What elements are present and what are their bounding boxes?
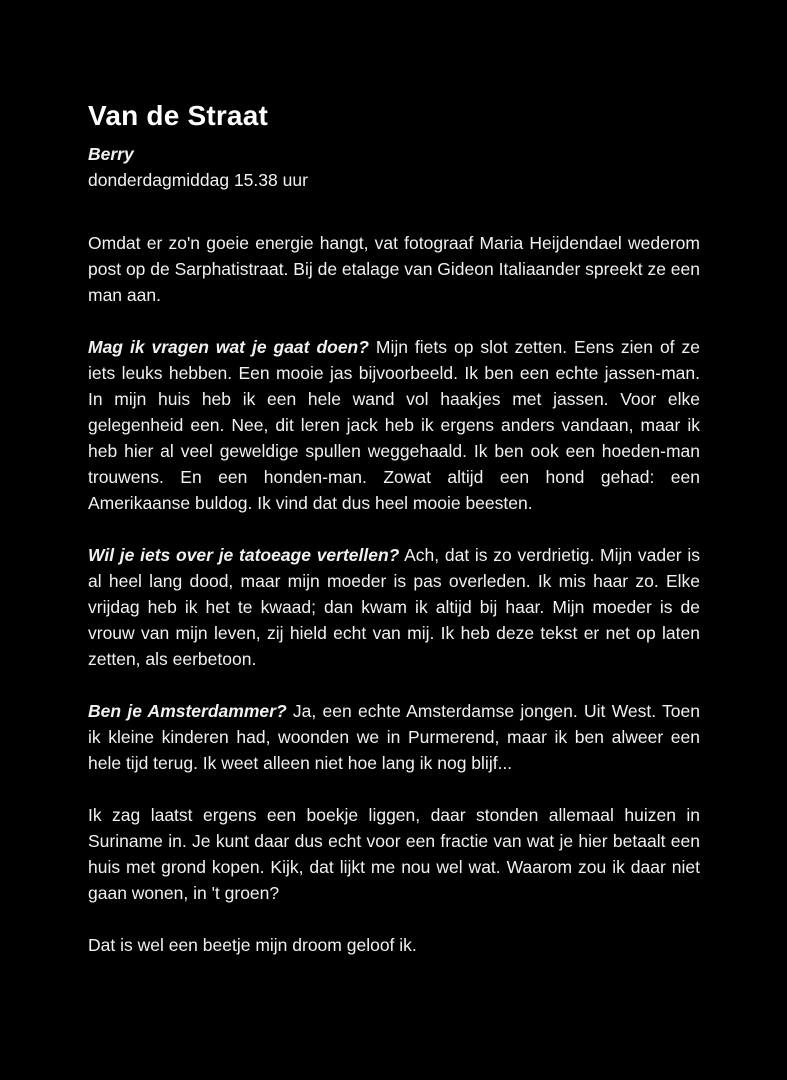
article-byline: Berry	[88, 144, 134, 165]
paragraph-text: Omdat er zo'n goeie energie hangt, vat fotograaf Maria Heijdendael wederom post op de Sarphatistraat. Bij de etalage van Gideon Italiaander spreekt ze een man aan.	[88, 233, 700, 306]
article-datetime: donderdagmiddag 15.38 uur	[88, 170, 308, 191]
paragraph-lead-question: Ben je Amsterdammer?	[88, 701, 287, 722]
paragraph-text: Ik zag laatst ergens een boekje liggen, daar stonden allemaal huizen in Suriname in. Je kunt daar dus echt voor een fractie van wat je hier betaalt een huis met grond kopen. Kijk, dat lijkt me nou wel wat. Waarom zou ik daar niet gaan wonen, in 't groen?	[88, 805, 700, 904]
paragraph-text: Mijn fiets op slot zetten. Eens zien of ze iets leuks hebben. Een mooie jas bijvoorbeeld. Ik ben een echte jassen-man. In mijn huis heb ik een hele wand vol haakjes met jassen. Voor elke gelegenheid een. Nee, dit leren jack heb ik ergens anders vandaan, maar ik heb hier al veel geweldige spullen weggehaald. Ik ben ook een hoeden-man trouwens. En een honden-man. Zowat altijd een hond gehad: een Amerikaanse buldog. Ik vind dat dus heel mooie beesten.	[88, 337, 700, 514]
article-paragraph	[88, 802, 700, 906]
article-paragraph	[88, 542, 700, 672]
article-paragraph	[88, 230, 700, 308]
paragraph-lead-question: Mag ik vragen wat je gaat doen?	[88, 337, 369, 358]
paragraph-text: Dat is wel een beetje mijn droom geloof ik.	[88, 935, 417, 956]
article-paragraph	[88, 334, 700, 516]
paragraph-lead-question: Wil je iets over je tatoeage vertellen?	[88, 545, 400, 566]
article-body	[88, 193, 700, 958]
article-paragraph	[88, 698, 700, 776]
article-paragraph	[88, 932, 700, 958]
paragraph-text: Ach, dat is zo verdrietig. Mijn vader is al heel lang dood, maar mijn moeder is pas overleden. Ik mis haar zo. Elke vrijdag heb ik het te kwaad; dan kwam ik altijd bij haar. Mijn moeder is de vrouw van mijn leven, zij hield echt van mij. Ik heb deze tekst er net op laten zetten, als eerbetoon.	[88, 545, 700, 670]
article-title: Van de Straat	[88, 100, 269, 131]
paragraph-text: Ja, een echte Amsterdamse jongen. Uit West. Toen ik kleine kinderen had, woonden we in Purmerend, maar ik ben alweer een hele tijd terug. Ik weet alleen niet hoe lang ik nog blijf...	[88, 701, 701, 774]
